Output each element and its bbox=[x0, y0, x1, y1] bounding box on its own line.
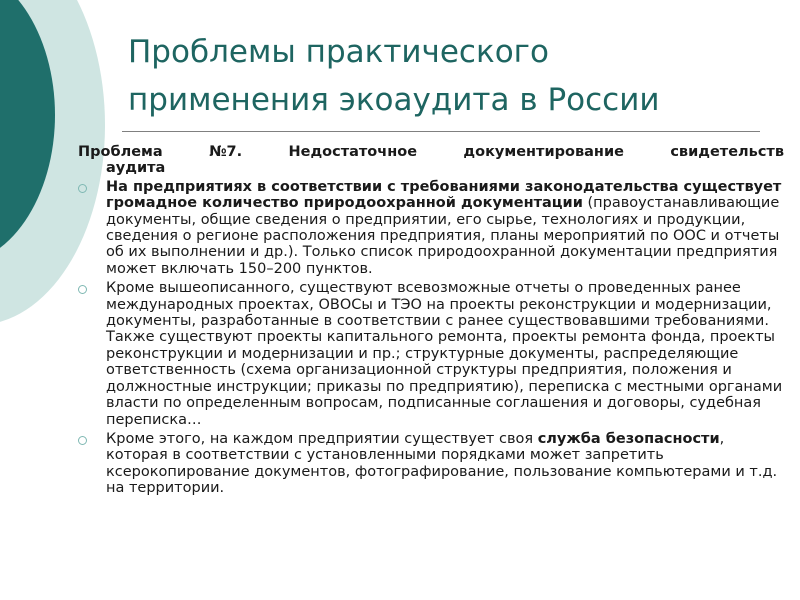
bullet-item bbox=[78, 179, 784, 277]
problem-headline bbox=[78, 144, 784, 177]
slide-title bbox=[128, 28, 768, 124]
headline-word: свидетельств bbox=[670, 144, 784, 160]
headline-word: аудита bbox=[106, 160, 166, 177]
hollow-circle-bullet-icon bbox=[78, 285, 87, 294]
headline-word: №7. bbox=[209, 144, 243, 160]
title-divider bbox=[122, 131, 760, 132]
bullet-list bbox=[78, 179, 784, 497]
hollow-circle-bullet-icon bbox=[78, 184, 87, 193]
slide-title-line-2: применения экоаудита в России bbox=[128, 82, 660, 118]
headline-word: документирование bbox=[463, 144, 624, 160]
bullet-bold-text: служба безопасности bbox=[537, 430, 720, 447]
hollow-circle-bullet-icon bbox=[78, 436, 87, 445]
headline-word: Недостаточное bbox=[288, 144, 418, 160]
slide-title-line-1: Проблемы практического bbox=[128, 34, 549, 70]
slide-body bbox=[78, 144, 784, 500]
bullet-bold-text: На предприятиях в соответствии с требованиями законодательства существует громадное количество природоохранной документации bbox=[106, 178, 782, 212]
problem-headline-row bbox=[78, 144, 784, 160]
headline-word: Проблема bbox=[78, 144, 163, 160]
bullet-text: Кроме этого, на каждом предприятии существует своя bbox=[106, 430, 538, 447]
bullet-item bbox=[78, 431, 784, 497]
bullet-item bbox=[78, 280, 784, 428]
bullet-text: (правоустанавливающие документы, общие сведения о предприятии, его сырье, технологиях и продукции, сведения о регионе расположения предприятия, планы мероприятий по ООС и отчеты об их выполнении и др.). Только список природоохранной документации предприятия может включать 150–200 пунктов. bbox=[106, 195, 780, 277]
bullet-text: , которая в соответствии с установленными порядками может запретить ксерокопирование документов, фотографирование, пользование компьютерами и т.д. на территории. bbox=[106, 430, 778, 497]
bullet-text: Кроме вышеописанного, существуют всевозможные отчеты о проведенных ранее международных проектах, ОВОСы и ТЭО на проекты реконструкции и модернизации, документы, разработанные в соответствии с ранее существовавшими требованиями. Также существуют проекты капитального ремонта, проекты ремонта фонда, проекты реконструкции и модернизации и пр.; структурные документы, распределяющие ответственность (схема организационной структуры предприятия, положения и должностные инструкции; приказы по предприятию), переписка с местными органами власти по определенным вопросам, подписанные соглашения и договоры, судебная переписка… bbox=[106, 280, 783, 428]
